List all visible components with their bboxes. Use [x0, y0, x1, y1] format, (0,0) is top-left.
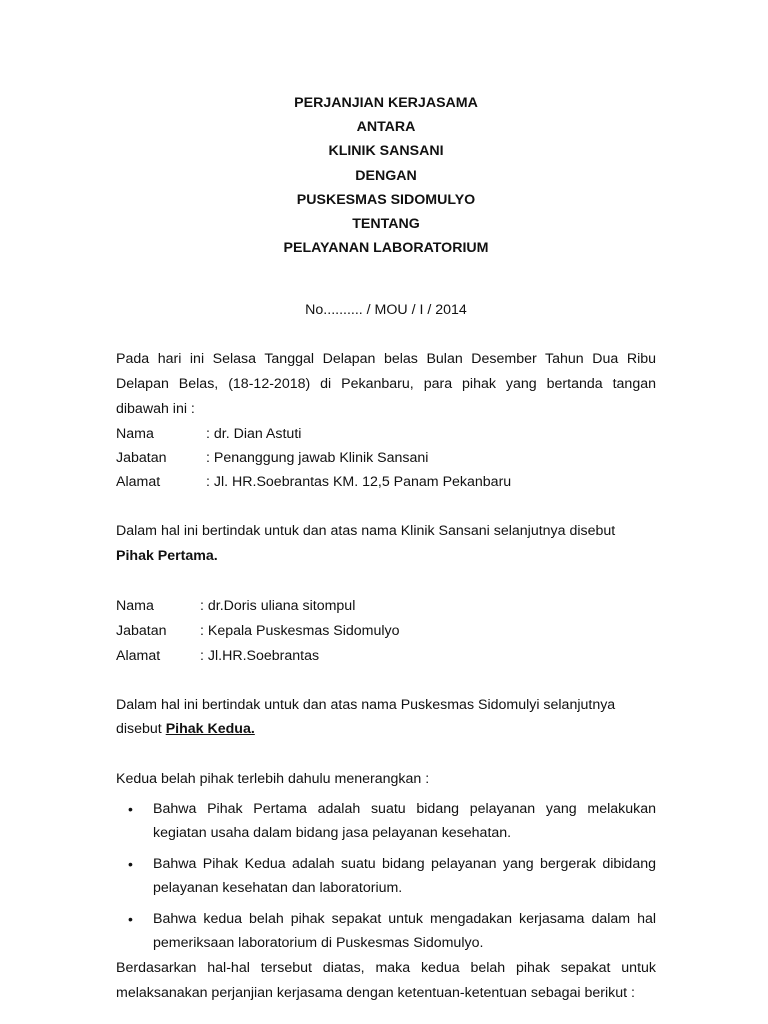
field-value: : Jl.HR.Soebrantas	[200, 648, 320, 664]
list-item	[116, 797, 656, 845]
party2-address-row	[116, 644, 319, 668]
field-label: Alamat	[116, 474, 161, 490]
list-item-text: Bahwa Pihak Pertama adalah suatu bidang pelayanan yang melakukan kegiatan usaha dalam bidang jasa pelayanan kesehatan.	[153, 801, 656, 841]
title-line: ANTARA	[356, 119, 416, 136]
list-item-text: Bahwa Pihak Kedua adalah suatu bidang pelayanan yang bergerak dibidang pelayanan kesehatan dan laboratorium.	[153, 856, 656, 896]
party1-position-row	[116, 446, 428, 470]
field-value: : Kepala Puskesmas Sidomulyo	[200, 623, 400, 639]
field-value: : dr.Doris uliana sitompul	[200, 598, 356, 614]
party2-statement-line2	[116, 717, 255, 741]
field-label: Jabatan	[116, 450, 167, 466]
list-item	[116, 907, 656, 955]
party2-position-row	[116, 619, 400, 643]
title-line: PERJANJIAN KERJASAMA	[294, 95, 478, 111]
party1-statement	[116, 519, 656, 569]
party1-designation: Pihak Pertama.	[116, 548, 218, 564]
intro-line: Kedua belah pihak terlebih dahulu menerangkan :	[116, 771, 430, 787]
bullet-icon: •	[128, 911, 133, 927]
document-number: No.......... / MOU / I / 2014	[305, 302, 467, 318]
title-line: PUSKESMAS SIDOMULYO	[296, 191, 476, 208]
title-line: PELAYANAN LABORATORIUM	[283, 240, 489, 257]
bullet-icon: •	[128, 801, 133, 817]
field-value: : Penanggung jawab Klinik Sansani	[206, 450, 429, 466]
statement-text: Dalam hal ini bertindak untuk dan atas nama Klinik Sansani selanjutnya disebut	[116, 523, 616, 539]
document-title	[0, 91, 768, 260]
title-line: KLINIK SANSANI	[328, 143, 444, 160]
title-line: TENTANG	[352, 216, 420, 233]
list-item	[116, 852, 656, 900]
list-item-text: Bahwa kedua belah pihak sepakat untuk mengadakan kerjasama dalam hal pemeriksaan laboratorium di Puskesmas Sidomulyo.	[153, 911, 656, 951]
party2-designation: Pihak Kedua.	[165, 721, 255, 737]
field-label: Nama	[116, 598, 154, 614]
field-value: : dr. Dian Astuti	[206, 426, 302, 442]
field-value: : Jl. HR.Soebrantas KM. 12,5 Panam Pekanbaru	[206, 474, 512, 490]
field-label: Nama	[116, 426, 154, 442]
statement-text: disebut	[116, 721, 166, 737]
closing-paragraph: Berdasarkan hal-hal tersebut diatas, maka kedua belah pihak sepakat untuk melaksanakan perjanjian kerjasama dengan ketentuan-ketentuan sebagai berikut :	[116, 960, 656, 1001]
opening-paragraph: Pada hari ini Selasa Tanggal Delapan belas Bulan Desember Tahun Dua Ribu Delapan Belas, (18-12-2018) di Pekanbaru, para pihak yang bertanda tangan dibawah ini :	[116, 351, 656, 417]
party1-address-row	[116, 470, 511, 494]
field-label: Alamat	[116, 648, 161, 664]
party2-statement-line1: Dalam hal ini bertindak untuk dan atas nama Puskesmas Sidomulyi selanjutnya	[116, 697, 616, 713]
party1-name-row	[116, 422, 301, 446]
bullet-icon: •	[128, 856, 133, 872]
party2-name-row	[116, 594, 355, 618]
title-line: DENGAN	[355, 167, 417, 184]
field-label: Jabatan	[116, 623, 167, 639]
